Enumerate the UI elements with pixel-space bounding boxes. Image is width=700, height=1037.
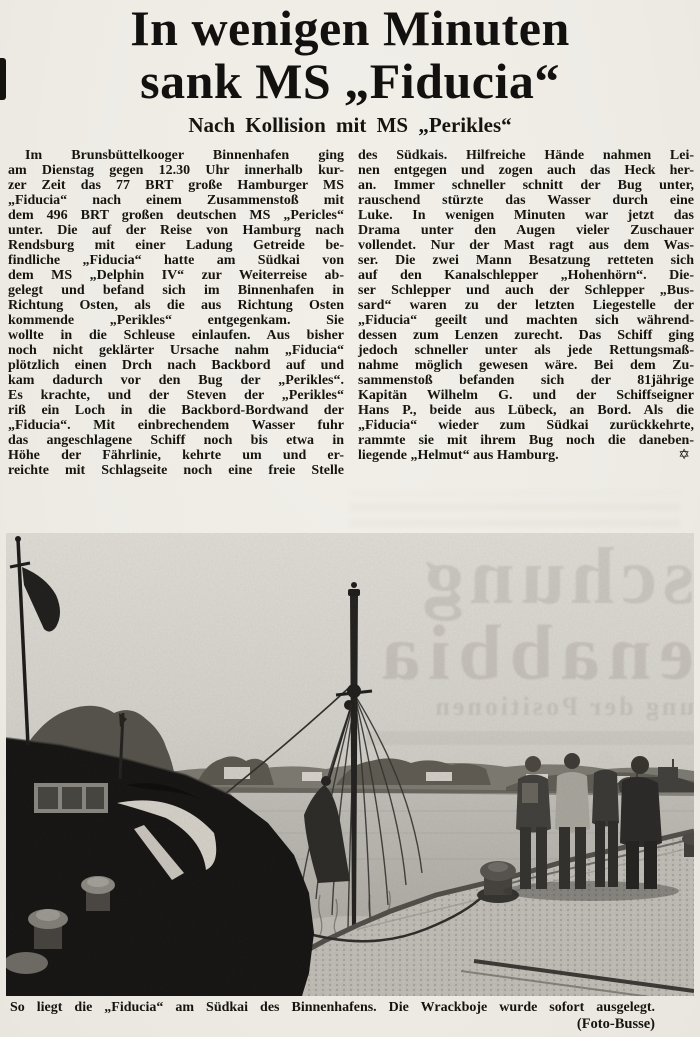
body-line: des Südkais. Hilfreiche Hände nahmen Lei- [358, 148, 694, 163]
body-line: auf den Kanalschlepper „Hohenhörn“. Die- [358, 268, 694, 283]
body-line: jedoch schneller unter als jede Rettungsmaß- [358, 343, 694, 358]
body-line: riß ein Loch in die Backbord-Bordwand der [8, 403, 344, 418]
body-line: ser Schlepper und auch der Schlepper „Bus- [358, 283, 694, 298]
body-line: zer Zeit das 77 BRT große Hamburger MS [8, 178, 344, 193]
article-column-left [8, 148, 344, 478]
body-line: kommende „Perikles“ entgegenkam. Sie [8, 313, 344, 328]
body-line: sammenstoß befanden sich der 81jährige [358, 373, 694, 388]
body-line: rauschend stürzte das Wasser durch eine [358, 193, 694, 208]
body-line: Drama unter den Augen vieler Zuschauer [358, 223, 694, 238]
article-body [8, 148, 694, 478]
article-column-right [358, 148, 694, 478]
body-line-text: liegende „Helmut“ aus Hamburg. [358, 448, 559, 463]
body-line: wollte in die Schleuse einlaufen. Aus bisher [8, 328, 344, 343]
body-line: Hans P., beide aus Lübeck, an Bord. Als die [358, 403, 694, 418]
photo-caption: So liegt die „Fiducia“ am Südkai des Binnenhafens. Die Wrackboje wurde sofort ausgelegt. [10, 1000, 655, 1015]
body-line: plötzlich einen Drch nach Backbord auf und [8, 358, 344, 373]
body-line: am Dienstag gegen 12.30 Uhr innerhalb kur- [8, 163, 344, 178]
body-line: „Fiducia“ wieder zum Südkai zurückkehrte, [358, 418, 694, 433]
body-line: „Fiducia“. Mit einbrechendem Wasser fuhr [8, 418, 344, 433]
photo-grain [6, 533, 694, 996]
headline-line1: In wenigen Minuten [130, 0, 570, 56]
photo-credit: (Foto-Busse) [576, 1016, 655, 1032]
subheadline: Nach Kollision mit MS „Perikles“ [188, 113, 512, 137]
body-line: reichte mit Schlagseite noch eine freie Stelle [8, 463, 344, 478]
body-line: noch nicht geklärter Ursache nahm „Fiducia“ [8, 343, 344, 358]
body-line: dessen zum Lenzen zurecht. Das Schiff ging [358, 328, 694, 343]
body-line: sard“ waren zu der letzten Liegestelle der [358, 298, 694, 313]
body-line: Rendsburg mit einer Ladung Getreide be- [8, 238, 344, 253]
photo-scene [6, 533, 694, 996]
body-line: „Fiducia“ nach einem Zusammenstoß mit [8, 193, 344, 208]
end-of-article-star: ✡ [678, 447, 690, 463]
body-line: nahme möglich gewesen wäre. Bei dem Zu- [358, 358, 694, 373]
headline [0, 2, 700, 108]
body-line: dem 496 BRT großen deutschen MS „Pericles“ [8, 208, 344, 223]
body-line: unter. Die auf der Reise von Hamburg nach [8, 223, 344, 238]
photo [6, 533, 694, 996]
body-line: gelegt und befand sich im Binnenhafen in [8, 283, 344, 298]
body-line: an. Immer schneller schnitt der Bug unter, [358, 178, 694, 193]
headline-line2: sank MS „Fiducia“ [140, 53, 560, 109]
body-line: nen entgegen und zogen auch das Heck her- [358, 163, 694, 178]
body-line: findliche „Fiducia“ hatte am Südkai von [8, 253, 344, 268]
body-line: Es krachte, und der Steven der „Perikles“ [8, 388, 344, 403]
body-line: ser. Die zwei Mann Besatzung retteten sich [358, 253, 694, 268]
body-line: dem MS „Delphin IV“ zur Weiterreise ab- [8, 268, 344, 283]
body-line: das angeschlagene Schiff noch bis etwa in [8, 433, 344, 448]
body-line: Im Brunsbüttelkooger Binnenhafen ging [25, 148, 344, 163]
body-line: Richtung Osten, als die aus Richtung Osten [8, 298, 344, 313]
body-line: Luke. In wenigen Minuten war jetzt das [358, 208, 694, 223]
body-line: vollendet. Nur der Mast ragt aus dem Was- [358, 238, 694, 253]
body-line: „Fiducia“ geeilt und machten sich während- [358, 313, 694, 328]
body-line: kam dadurch vor den Bug der „Perikles“. [8, 373, 344, 388]
body-line [358, 448, 694, 463]
body-line: rammte sie mit ihrem Bug noch die daneben- [358, 433, 694, 448]
body-line: Höhe der Fährlinie, kehrte um und er- [8, 448, 344, 463]
bleed-through-smudge [350, 492, 680, 526]
body-line: Kapitän Wilhelm G. und der Schiffseigner [358, 388, 694, 403]
